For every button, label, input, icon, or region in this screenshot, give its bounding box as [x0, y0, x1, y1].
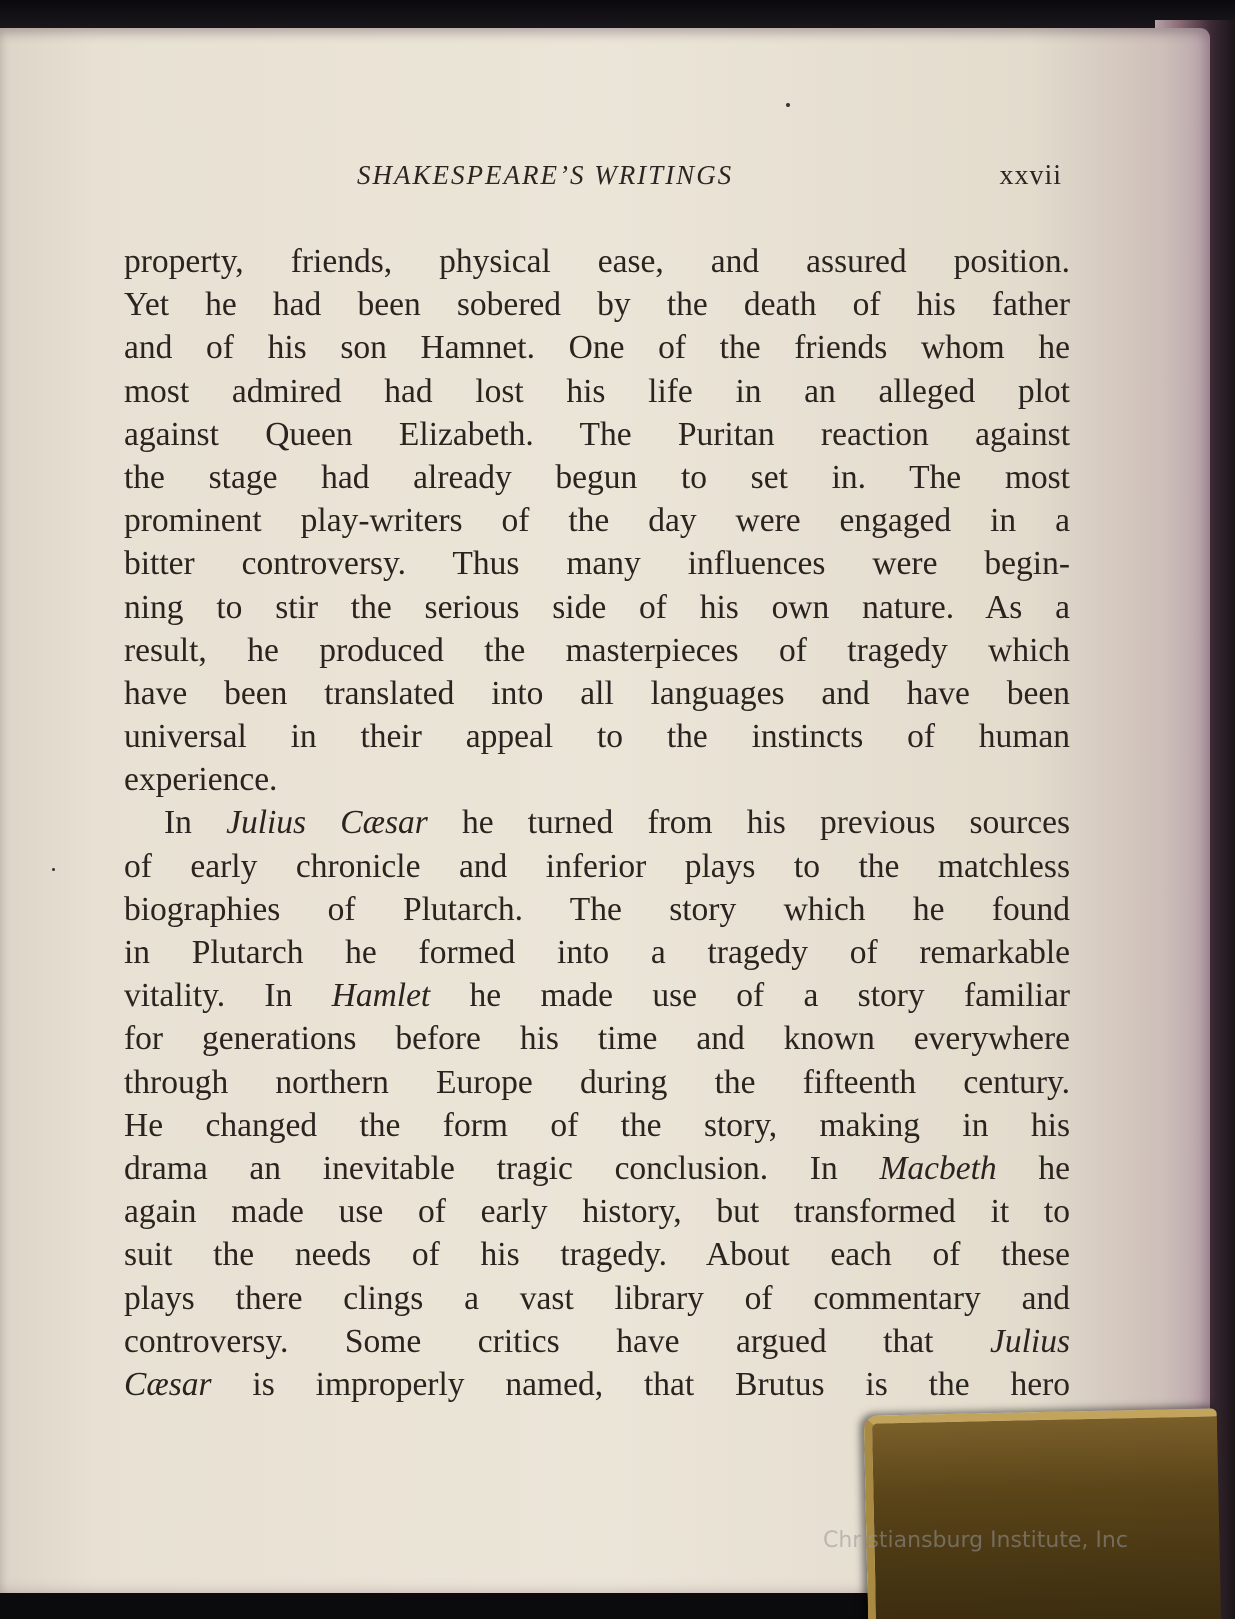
text-segment: suit the needs of his tragedy. About each of these — [124, 1236, 1070, 1274]
text-segment: have been translated into all languages and have been — [124, 674, 1070, 712]
text-segment: he made use of a story familiar — [430, 977, 1070, 1015]
text-segment: Yet he had been sobered by the death of his father — [124, 286, 1070, 324]
text-line — [124, 1104, 1070, 1147]
text-line — [124, 413, 1070, 456]
text-line — [124, 715, 1070, 758]
text-line — [124, 1320, 1070, 1363]
text-segment: experience. — [124, 761, 278, 799]
paper-speck — [52, 868, 55, 871]
italic-title: Macbeth — [879, 1149, 997, 1187]
text-segment: he turned from his previous sources — [427, 804, 1070, 842]
text-line — [124, 672, 1070, 715]
text-line — [124, 456, 1070, 499]
text-segment: property, friends, physical ease, and assured position. — [124, 243, 1070, 280]
text-segment: vitality. In — [124, 977, 332, 1015]
text-segment: ning to stir the serious side of his own nature. As a — [124, 588, 1070, 626]
text-line — [124, 931, 1070, 974]
text-segment: of early chronicle and inferior plays to the matchless — [124, 847, 1070, 885]
text-line — [124, 801, 1070, 844]
page-number: xxvii — [999, 160, 1062, 191]
text-line — [124, 1147, 1070, 1190]
dark-background-top — [0, 0, 1235, 30]
watermark: Christiansburg Institute, Inc — [823, 1528, 1128, 1553]
italic-title: Julius Cæsar — [226, 804, 428, 842]
text-segment: bitter controversy. Thus many influences were begin- — [124, 545, 1070, 583]
text-line — [124, 758, 1070, 801]
text-line — [124, 845, 1070, 888]
text-line — [124, 1190, 1070, 1233]
text-segment: In — [164, 804, 227, 842]
text-line — [124, 1277, 1070, 1320]
text-line — [124, 974, 1070, 1017]
paper-speck — [786, 103, 790, 107]
text-segment: result, he produced the masterpieces of tragedy which — [124, 631, 1070, 669]
text-segment: most admired had lost his life in an alleged plot — [124, 372, 1070, 410]
text-segment: against Queen Elizabeth. The Puritan reaction against — [124, 415, 1070, 453]
text-segment: plays there clings a vast library of commentary and — [124, 1279, 1070, 1317]
text-line — [124, 240, 1070, 283]
text-line — [124, 370, 1070, 413]
text-line — [124, 1233, 1070, 1276]
text-line — [124, 586, 1070, 629]
text-line — [124, 629, 1070, 672]
text-line — [124, 542, 1070, 585]
text-line — [124, 1061, 1070, 1104]
text-segment: He changed the form of the story, making in his — [124, 1106, 1070, 1144]
text-segment: universal in their appeal to the instincts of human — [124, 718, 1070, 756]
text-segment: drama an inevitable tragic conclusion. In — [124, 1149, 880, 1187]
text-line — [124, 283, 1070, 326]
text-line — [124, 326, 1070, 369]
text-segment: and of his son Hamnet. One of the friends whom he — [124, 329, 1070, 367]
text-segment: prominent play-writers of the day were engaged in a — [124, 502, 1070, 540]
text-segment: through northern Europe during the fifteenth century. — [124, 1063, 1070, 1101]
italic-title: Julius — [989, 1322, 1070, 1360]
text-segment: is improperly named, that Brutus is the hero — [211, 1365, 1070, 1403]
text-segment: for generations before his time and known everywhere — [124, 1020, 1070, 1058]
text-segment: again made use of early history, but transformed it to — [124, 1193, 1070, 1231]
text-segment: in Plutarch he formed into a tragedy of remarkable — [124, 934, 1070, 971]
running-head — [122, 160, 1062, 200]
gilt-bookmark — [864, 1408, 1221, 1619]
text-segment: the stage had already begun to set in. The most — [124, 458, 1070, 496]
text-line — [124, 1363, 1070, 1406]
italic-title: Cæsar — [124, 1365, 212, 1403]
text-line — [124, 1017, 1070, 1060]
text-line — [124, 499, 1070, 542]
body-text — [124, 240, 1070, 1406]
running-title: SHAKESPEARE’S WRITINGS — [357, 160, 734, 190]
text-segment: controversy. Some critics have argued that — [124, 1322, 990, 1360]
italic-title: Hamlet — [331, 977, 431, 1015]
text-segment: he — [996, 1149, 1070, 1187]
text-line — [124, 888, 1070, 931]
text-segment: biographies of Plutarch. The story which he found — [124, 890, 1070, 928]
